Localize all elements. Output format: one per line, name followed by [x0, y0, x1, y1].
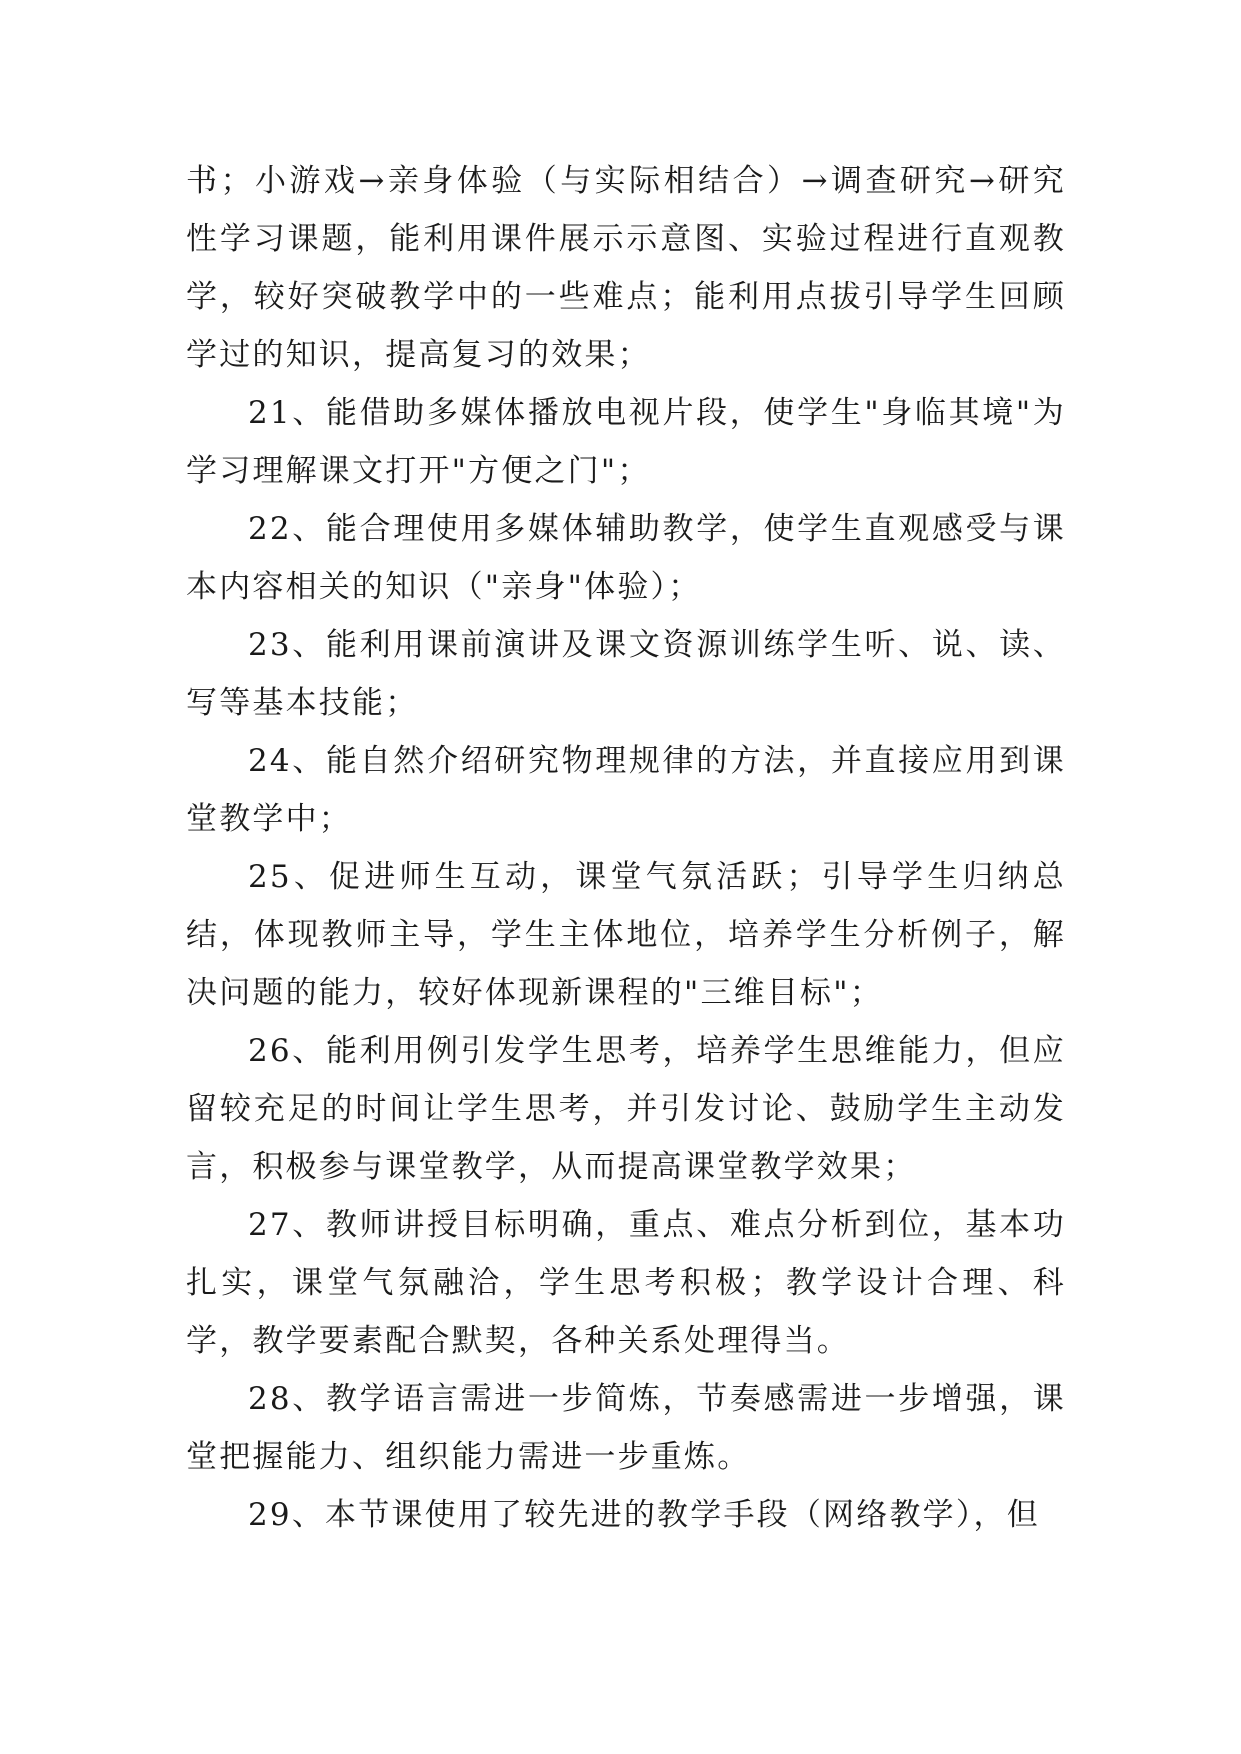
paragraph-23: 23、能利用课前演讲及课文资源训练学生听、说、读、写等基本技能；	[186, 627, 1066, 721]
paragraph-24: 24、能自然介绍研究物理规律的方法，并直接应用到课堂教学中；	[186, 743, 1066, 837]
paragraph-28: 28、教学语言需进一步简炼，节奏感需进一步增强，课堂把握能力、组织能力需进一步重炼。	[186, 1381, 1066, 1475]
paragraph-22: 22、能合理使用多媒体辅助教学，使学生直观感受与课本内容相关的知识（"亲身"体验）；	[186, 511, 1066, 605]
paragraph-21: 21、能借助多媒体播放电视片段，使学生"身临其境"为学习理解课文打开"方便之门"；	[186, 395, 1066, 489]
paragraph-27: 27、教师讲授目标明确，重点、难点分析到位，基本功扎实，课堂气氛融洽，学生思考积极；教学设计合理、科学，教学要素配合默契，各种关系处理得当。	[186, 1207, 1066, 1359]
paragraph-29: 29、本节课使用了较先进的教学手段（网络教学），但	[248, 1497, 1040, 1533]
paragraph-25: 25、促进师生互动，课堂气氛活跃；引导学生归纳总结，体现教师主导，学生主体地位，培养学生分析例子，解决问题的能力，较好体现新课程的"三维目标"；	[186, 859, 1066, 1011]
paragraph-20-continued: 书；小游戏→亲身体验（与实际相结合）→调查研究→研究性学习课题，能利用课件展示示意图、实验过程进行直观教学，较好突破教学中的一些难点；能利用点拔引导学生回顾学过的知识，提高复习的效果；	[186, 163, 1066, 373]
document-body	[186, 152, 1066, 1544]
paragraph-26: 26、能利用例引发学生思考，培养学生思维能力，但应留较充足的时间让学生思考，并引发讨论、鼓励学生主动发言，积极参与课堂教学，从而提高课堂教学效果；	[186, 1033, 1066, 1185]
